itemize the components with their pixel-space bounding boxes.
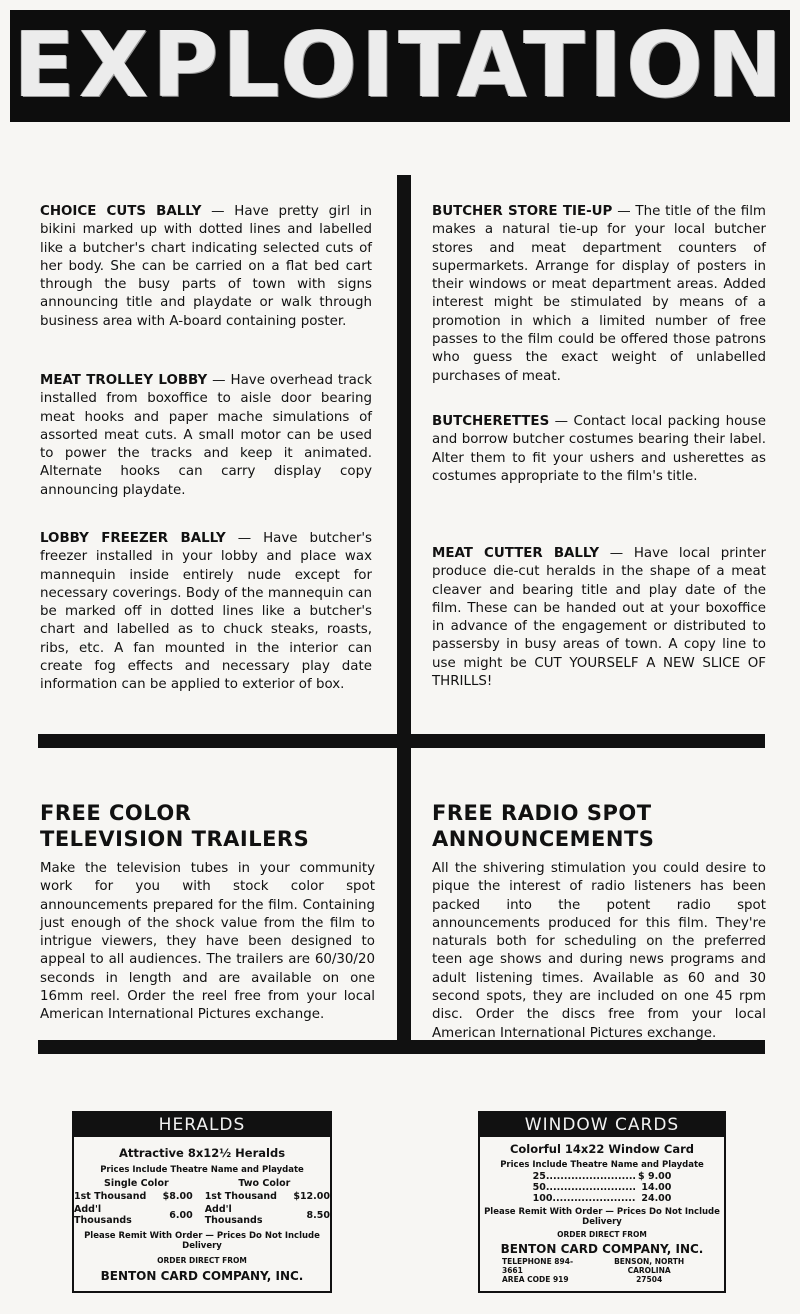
window-cards-zip: 27504 xyxy=(636,1275,663,1284)
heralds-header: HERALDS xyxy=(74,1113,330,1137)
item-title: CHOICE CUTS BALLY xyxy=(40,204,202,219)
window-cards-company: BENTON CARD COMPANY, INC. xyxy=(500,1242,704,1256)
window-cards-card xyxy=(478,1111,726,1293)
butcher-store-item xyxy=(432,203,766,386)
window-cards-header: WINDOW CARDS xyxy=(480,1113,724,1137)
window-cards-subtitle: Colorful 14x22 Window Card xyxy=(509,1142,695,1156)
window-cards-note: Prices Include Theatre Name and Playdate xyxy=(500,1160,704,1170)
item-title: BUTCHER STORE TIE-UP xyxy=(432,204,613,219)
row-price: 14.00 xyxy=(641,1182,672,1193)
row-price: $ 9.00 xyxy=(638,1171,672,1182)
item-body: — Contact local packing house and borrow butcher costumes bearing their label. Alter them to fit your ushers and usherettes as costumes appropriate to the film's title. xyxy=(432,414,766,484)
table-row xyxy=(74,1203,330,1227)
item-body: — Have local printer produce die-cut heralds in the shape of a meat cleaver and bearing title and play date of the film. These can be handed out at your boxoffice in advance of the engagement or distributed to passersby in busy areas of town. A copy line to use might be CUT YOURSELF A NEW SLICE OF THRILLS! xyxy=(432,546,767,690)
row-qty: 50......................... xyxy=(532,1182,637,1193)
item-body: — Have butcher's freezer installed in your lobby and place wax mannequin inside entirely nude except for necessary coverings. Body of the mannequin can be marked off in dotted lines like a butcher's chart and labelled as to chuck steaks, roasts, ribs, etc. A fan mounted in the interior can create fog effects and necessary play date information can be applied to exterior of box. xyxy=(40,531,372,693)
item-title: LOBBY FREEZER BALLY xyxy=(40,531,226,546)
heralds-note: Prices Include Theatre Name and Playdate xyxy=(100,1165,304,1175)
tv-heading-line2: TELEVISION TRAILERS xyxy=(40,827,310,851)
meat-cutter-item xyxy=(432,545,766,691)
table-row xyxy=(533,1193,672,1204)
row-single: $8.00 xyxy=(162,1191,193,1202)
item-title: BUTCHERETTES xyxy=(432,414,550,429)
row-label: 1st Thousand xyxy=(74,1191,147,1202)
window-cards-contact xyxy=(480,1257,724,1284)
heralds-col2-head: Two Color xyxy=(238,1178,291,1189)
radio-body: All the shivering stimulation you could desire to pique the interest of radio listeners has been packed into the potent radio spot announcements produced for this film. They're naturals both for scheduling on the preferred teen age shows and during news programs and adult listening times. Available as 60 and 30 second spots, they are included on one 45 rpm disc. Order the discs free from your local American International Pictures exchange. xyxy=(432,861,766,1041)
item-body: — The title of the film makes a natural tie-up for your local butcher stores and meat department counters of supermarkets. Arrange for display of posters in their windows or meat department areas. Added interest might be stimulated by means of a promotion in which a limited number of free passes to the film could be offered those patrons who guess the exact weight of unlabelled purchases of meat. xyxy=(432,204,766,384)
banner-title: EXPLOITATION xyxy=(13,13,787,118)
row-price: 24.00 xyxy=(641,1193,672,1204)
choice-cuts-item xyxy=(40,203,372,331)
heralds-subtitle: Attractive 8x12½ Heralds xyxy=(118,1146,286,1160)
window-cards-order: ORDER DIRECT FROM xyxy=(557,1230,647,1239)
item-body: — Have overhead track installed from boxoffice to aisle door bearing meat hooks and paper mache simulations of assorted meat cuts. A small motor can be used to power the tracks and keep it animated. Alternate hooks can carry display copy announcing playdate. xyxy=(40,373,372,498)
row-qty: 25......................... xyxy=(532,1171,637,1182)
window-cards-price-table xyxy=(533,1171,672,1204)
heralds-card xyxy=(72,1111,332,1293)
row-single: 6.00 xyxy=(169,1209,193,1221)
radio-heading-line2: ANNOUNCEMENTS xyxy=(432,827,655,851)
tv-body: Make the television tubes in your community work for you with stock color spot announcements prepared for the film. Containing just enough of the shock value from the film to intrigue viewers, they have been designed to appeal to all audiences. The trailers are 60/30/20 seconds in length and are available on one 16mm reel. Order the reel free from your local American International Pictures exchange. xyxy=(40,861,375,1023)
tv-heading xyxy=(40,800,380,852)
middle-divider xyxy=(38,734,765,748)
banner xyxy=(10,10,790,122)
radio-heading xyxy=(432,800,772,852)
row-label: Add'l Thousands xyxy=(74,1204,132,1226)
meat-trolley-item xyxy=(40,372,372,500)
row-label2: 1st Thousand xyxy=(204,1191,277,1202)
radio-heading-line1: FREE RADIO SPOT xyxy=(432,801,652,825)
heralds-price-table xyxy=(74,1177,330,1227)
item-title: MEAT CUTTER BALLY xyxy=(432,546,600,561)
vertical-divider xyxy=(397,175,411,1050)
tv-heading-line1: FREE COLOR xyxy=(40,801,192,825)
table-row xyxy=(533,1182,672,1193)
heralds-col1-head: Single Color xyxy=(104,1178,169,1189)
item-title: MEAT TROLLEY LOBBY xyxy=(40,373,208,388)
heralds-remit: Please Remit With Order — Prices Do Not Include Delivery xyxy=(84,1231,320,1251)
window-cards-remit: Please Remit With Order — Prices Do Not Include Delivery xyxy=(484,1207,720,1227)
row-two: 8.50 xyxy=(306,1209,330,1221)
table-row xyxy=(74,1190,330,1203)
row-label2: Add'l Thousands xyxy=(204,1204,263,1226)
heralds-order: ORDER DIRECT FROM xyxy=(157,1256,247,1265)
lobby-freezer-item xyxy=(40,530,372,695)
row-qty: 100....................... xyxy=(532,1193,636,1204)
butcherettes-item xyxy=(432,413,766,486)
item-body: — Have pretty girl in bikini marked up with dotted lines and labelled like a butcher's chart indicating selected cuts of her body. She can be carried on a flat bed cart through the busy parts of town with signs announcing title and playdate or walk through business area with A-board containing poster. xyxy=(40,204,372,329)
window-cards-phone: TELEPHONE 894-3661 xyxy=(502,1257,574,1275)
row-two: $12.00 xyxy=(293,1191,330,1202)
window-cards-area: AREA CODE 919 xyxy=(502,1275,569,1284)
window-cards-city: BENSON, NORTH CAROLINA xyxy=(614,1257,685,1275)
table-row xyxy=(533,1171,672,1182)
heralds-company: BENTON CARD COMPANY, INC. xyxy=(100,1269,304,1283)
